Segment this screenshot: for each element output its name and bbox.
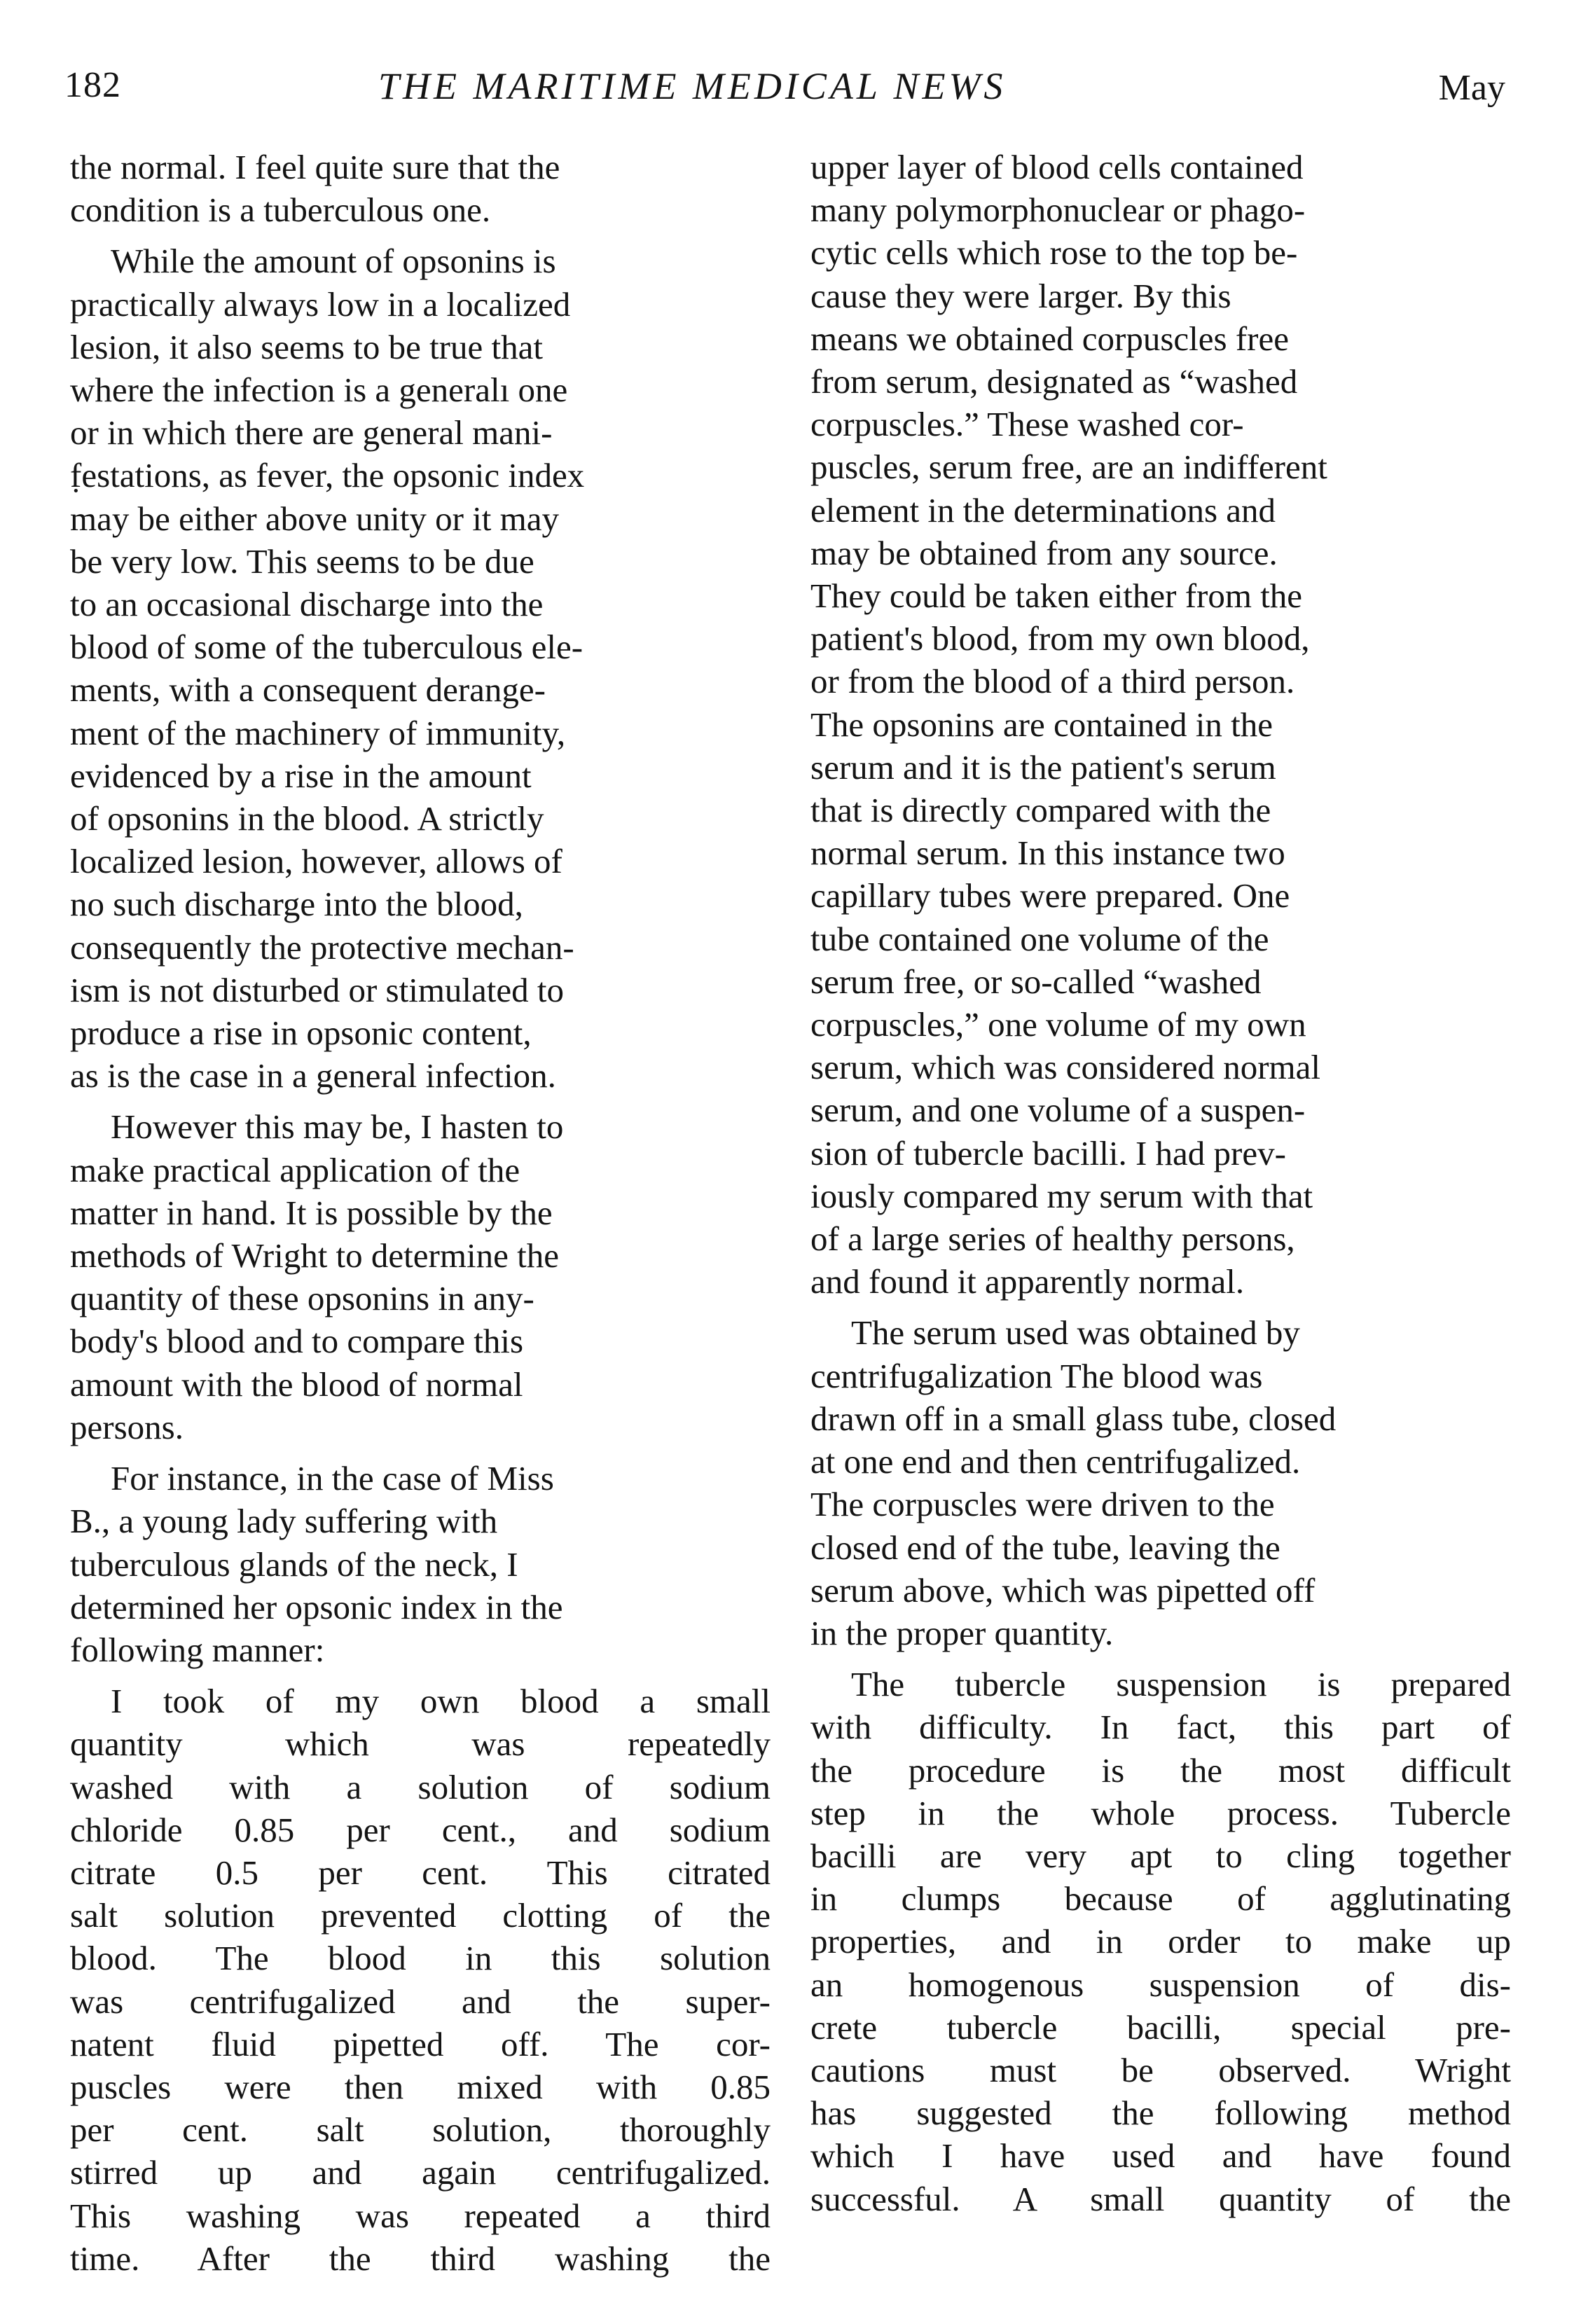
- text-line: For instance, in the case of Miss: [111, 1459, 554, 1498]
- text-line: centrifugalization The blood was: [810, 1356, 1263, 1395]
- text-line: However this may be, I hasten to: [111, 1107, 564, 1147]
- text-line: drawn off in a small glass tube, closed: [810, 1399, 1337, 1438]
- text-line: tuberculous glands of the neck, I: [70, 1544, 518, 1584]
- text-line: amount with the blood of normal: [70, 1364, 523, 1404]
- paragraph: [70, 240, 771, 1097]
- text-line: an homogenous suspension of dis-: [810, 1965, 1511, 2004]
- text-line: crete tubercle bacilli, special pre-: [810, 2007, 1511, 2047]
- text-line: with difficulty. In fact, this part of: [810, 1708, 1511, 1747]
- text-line: that is directly compared with the: [810, 791, 1271, 830]
- text-line: serum, which was considered normal: [810, 1048, 1320, 1087]
- text-line: many polymorphonuclear or phago-: [810, 191, 1306, 230]
- text-line: While the amount of opsonins is: [111, 242, 556, 281]
- text-line: successful. A small quantity of the: [810, 2179, 1511, 2218]
- text-line: was centrifugalized and the super-: [70, 1981, 771, 2021]
- text-line: The serum used was obtained by: [851, 1313, 1300, 1353]
- text-line: ments, with a consequent derange-: [70, 670, 546, 710]
- text-line: as is the case in a general infection.: [70, 1056, 556, 1095]
- text-line: washed with a solution of sodium: [70, 1767, 771, 1806]
- text-line: sion of tubercle bacilli. I had prev-: [810, 1133, 1286, 1173]
- text-line: corpuscles,” one volume of my own: [810, 1005, 1306, 1044]
- text-line: normal serum. In this instance two: [810, 834, 1285, 873]
- text-line: iously compared my serum with that: [810, 1176, 1313, 1215]
- text-line: citrate 0.5 per cent. This citrated: [70, 1853, 771, 1892]
- paragraph: [810, 1311, 1511, 1654]
- running-header: [0, 64, 1588, 120]
- text-line: the procedure is the most difficult: [810, 1750, 1511, 1790]
- text-line: no such discharge into the blood,: [70, 885, 523, 924]
- text-line: quantity of these opsonins in any-: [70, 1279, 534, 1318]
- text-line: ism is not disturbed or stimulated to: [70, 970, 565, 1009]
- text-line: This washing was repeated a third: [70, 2196, 771, 2235]
- text-line: serum and it is the patient's serum: [810, 747, 1276, 787]
- text-line: the normal. I feel quite sure that the: [70, 148, 560, 186]
- text-line: produce a rise in opsonic content,: [70, 1014, 532, 1053]
- text-line: The corpuscles were driven to the: [810, 1485, 1275, 1524]
- text-line: The tubercle suspension is prepared: [851, 1665, 1511, 1704]
- text-line: has suggested the following method: [810, 2094, 1511, 2133]
- text-line: make practical application of the: [70, 1150, 520, 1189]
- text-line: of opsonins in the blood. A strictly: [70, 799, 544, 838]
- text-line: cytic cells which rose to the top be-: [810, 233, 1298, 272]
- text-line: evidenced by a rise in the amount: [70, 756, 532, 795]
- text-line: where the infection is a generalı one: [70, 371, 568, 410]
- text-line: I took of my own blood a small: [111, 1682, 771, 1721]
- paragraph: [70, 146, 771, 231]
- text-line: in the proper quantity.: [810, 1613, 1114, 1652]
- text-line: blood of some of the tuberculous ele-: [70, 628, 584, 667]
- text-line: salt solution prevented clotting of the: [70, 1896, 771, 1935]
- text-line: B., a young lady suffering with: [70, 1502, 498, 1541]
- text-line: serum, and one volume of a suspen-: [810, 1091, 1306, 1130]
- journal-title: THE MARITIME MEDICAL NEWS: [378, 65, 1007, 107]
- text-line: body's blood and to compare this: [70, 1322, 524, 1361]
- paragraph: [70, 1457, 771, 1671]
- text-line: natent fluid pipetted off. The cor-: [70, 2024, 771, 2063]
- text-line: They could be taken either from the: [810, 576, 1303, 616]
- text-line: capillary tubes were prepared. One: [810, 876, 1290, 915]
- text-line: The opsonins are contained in the: [810, 705, 1273, 744]
- text-line: patient's blood, from my own blood,: [810, 619, 1310, 658]
- text-line: may be obtained from any source.: [810, 533, 1278, 572]
- page-number: 182: [64, 65, 121, 105]
- text-line: quantity which was repeatedly: [70, 1724, 771, 1764]
- text-line: puscles, serum free, are an indifferent: [810, 448, 1327, 487]
- text-line: f̣estations, as fever, the opsonic index: [70, 456, 585, 495]
- paragraph: [810, 146, 1511, 1303]
- text-line: bacilli are very apt to cling together: [810, 1836, 1511, 1875]
- text-line: from serum, designated as “washed: [810, 362, 1298, 401]
- text-line: or in which there are general mani-: [70, 413, 553, 452]
- paragraph: [70, 1680, 771, 2280]
- text-line: ment of the machinery of immunity,: [70, 713, 566, 752]
- right-column: [810, 146, 1511, 2289]
- text-line: practically always low in a localized: [70, 284, 571, 324]
- left-column: [70, 146, 771, 2289]
- text-line: determined her opsonic index in the: [70, 1587, 563, 1626]
- text-line: be very low. This seems to be due: [70, 541, 534, 581]
- text-line: serum free, or so-called “washed: [810, 962, 1262, 1001]
- issue-month: May: [1438, 68, 1505, 108]
- text-line: lesion, it also seems to be true that: [70, 327, 543, 366]
- text-line: corpuscles.” These washed cor-: [810, 405, 1244, 444]
- text-line: localized lesion, however, allows of: [70, 842, 562, 881]
- text-line: per cent. salt solution, thoroughly: [70, 2110, 771, 2150]
- paragraph: [810, 1663, 1511, 2220]
- text-line: properties, and in order to make up: [810, 1922, 1511, 1961]
- text-line: in clumps because of agglutinating: [810, 1879, 1511, 1918]
- text-line: serum above, which was pipetted off: [810, 1570, 1316, 1610]
- text-line: closed end of the tube, leaving the: [810, 1528, 1280, 1567]
- text-line: step in the whole process. Tubercle: [810, 1793, 1511, 1832]
- text-line: blood. The blood in this solution: [70, 1939, 771, 1978]
- text-line: chloride 0.85 per cent., and sodium: [70, 1810, 771, 1849]
- text-line: tube contained one volume of the: [810, 919, 1269, 958]
- text-line: which I have used and have found: [810, 2136, 1511, 2176]
- text-line: following manner:: [70, 1630, 325, 1669]
- text-line: consequently the protective mechan-: [70, 927, 574, 967]
- text-line: element in the determinations and: [810, 490, 1276, 530]
- text-line: methods of Wright to determine the: [70, 1236, 559, 1275]
- text-line: puscles were then mixed with 0.85: [70, 2067, 771, 2106]
- text-line: and found it apparently normal.: [810, 1262, 1245, 1301]
- text-line: cautions must be observed. Wright: [810, 2050, 1511, 2089]
- text-line: at one end and then centrifugalized.: [810, 1442, 1301, 1481]
- text-line: of a large series of healthy persons,: [810, 1219, 1295, 1259]
- text-line: upper layer of blood cells contained: [810, 148, 1304, 186]
- text-line: matter in hand. It is possible by the: [70, 1193, 553, 1232]
- text-line: means we obtained corpuscles free: [810, 319, 1289, 358]
- text-line: stirred up and again centrifugalized.: [70, 2153, 771, 2192]
- text-line: to an occasional discharge into the: [70, 585, 544, 624]
- text-line: persons.: [70, 1407, 184, 1446]
- text-line: may be either above unity or it may: [70, 499, 560, 538]
- text-line: condition is a tuberculous one.: [70, 191, 491, 230]
- text-line: or from the blood of a third person.: [810, 662, 1295, 701]
- paragraph: [70, 1105, 771, 1448]
- text-line: cause they were larger. By this: [810, 276, 1231, 315]
- text-line: time. After the third washing the: [70, 2239, 771, 2278]
